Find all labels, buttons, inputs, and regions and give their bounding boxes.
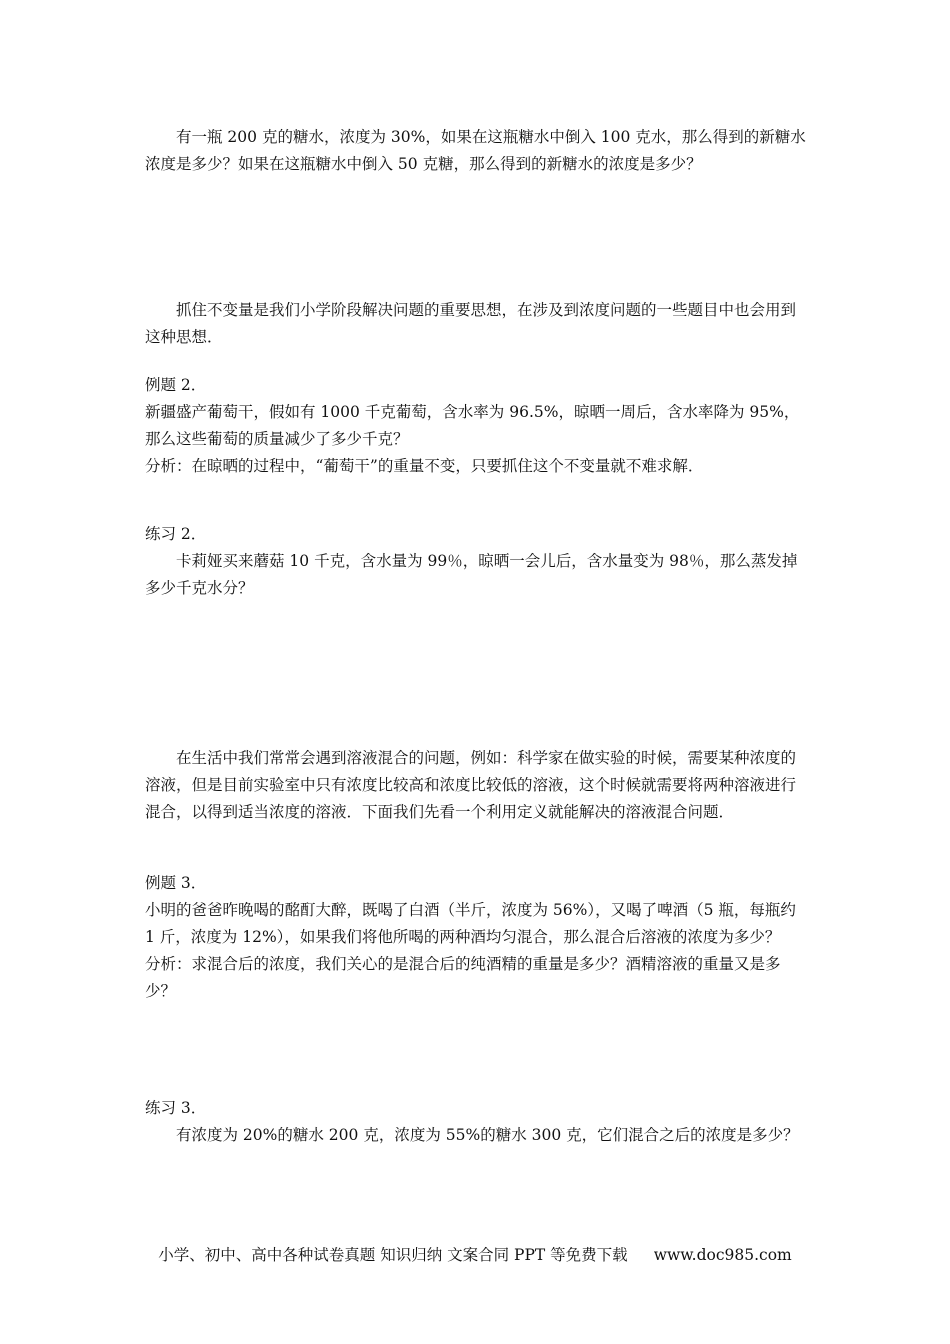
footer-text: 小学、初中、高中各种试卷真题 知识归纳 文案合同 PPT 等免费下载 [158,1246,628,1264]
example2-heading: 例题 2． [145,376,207,394]
exercise2-heading: 练习 2． [145,525,207,543]
invariant-note: 抓住不变量是我们小学阶段解决问题的重要思想，在涉及到浓度问题的一些题目中也会用到这种思想． [145,301,797,346]
exercise2-section [145,521,810,602]
footer-site-link[interactable]: www.doc985.com [653,1246,792,1264]
exercise3-heading: 练习 3． [145,1099,207,1117]
example3-problem: 小明的爸爸昨晚喝的酩酊大醉，既喝了白酒（半斤，浓度为 56%），又喝了啤酒（5 瓶，每瓶约 1 斤，浓度为 12%），如果我们将他所喝的两种酒均匀混合，那么混合后溶液的浓度为多少？ [145,901,796,946]
example3-section [145,870,810,1005]
example3-heading: 例题 3． [145,874,207,892]
example3-analysis: 分析：求混合后的浓度，我们关心的是混合后的纯酒精的重量是多少？酒精溶液的重量又是多少？ [145,955,781,1000]
exercise3-section [145,1095,810,1149]
example2-section [145,372,810,480]
example2-analysis: 分析：在晾晒的过程中，“葡萄干”的重量不变，只要抓住这个不变量就不难求解． [145,457,704,475]
intro-problem: 有一瓶 200 克的糖水，浓度为 30%，如果在这瓶糖水中倒入 100 克水，那么得到的新糖水浓度是多少？如果在这瓶糖水中倒入 50 克糖，那么得到的新糖水的浓度是多少？ [145,128,806,173]
page-footer [0,1243,950,1267]
example2-problem: 新疆盛产葡萄干，假如有 1000 千克葡萄，含水率为 96.5%，晾晒一周后，含水率降为 95%，那么这些葡萄的质量减少了多少千克？ [145,403,800,448]
exercise2-problem: 卡莉娅买来蘑菇 10 千克，含水量为 99％，晾晒一会儿后，含水量变为 98％，那么蒸发掉多少千克水分？ [145,552,798,597]
exercise3-problem: 有浓度为 20%的糖水 200 克，浓度为 55%的糖水 300 克，它们混合之后的浓度是多少？ [176,1126,799,1144]
mixing-intro: 在生活中我们常常会遇到溶液混合的问题，例如：科学家在做实验的时候，需要某种浓度的溶液，但是目前实验室中只有浓度比较高和浓度比较低的溶液，这个时候就需要将两种溶液进行混合，以得到适当浓度的溶液．下面我们先看一个利用定义就能解决的溶液混合问题． [145,749,797,821]
